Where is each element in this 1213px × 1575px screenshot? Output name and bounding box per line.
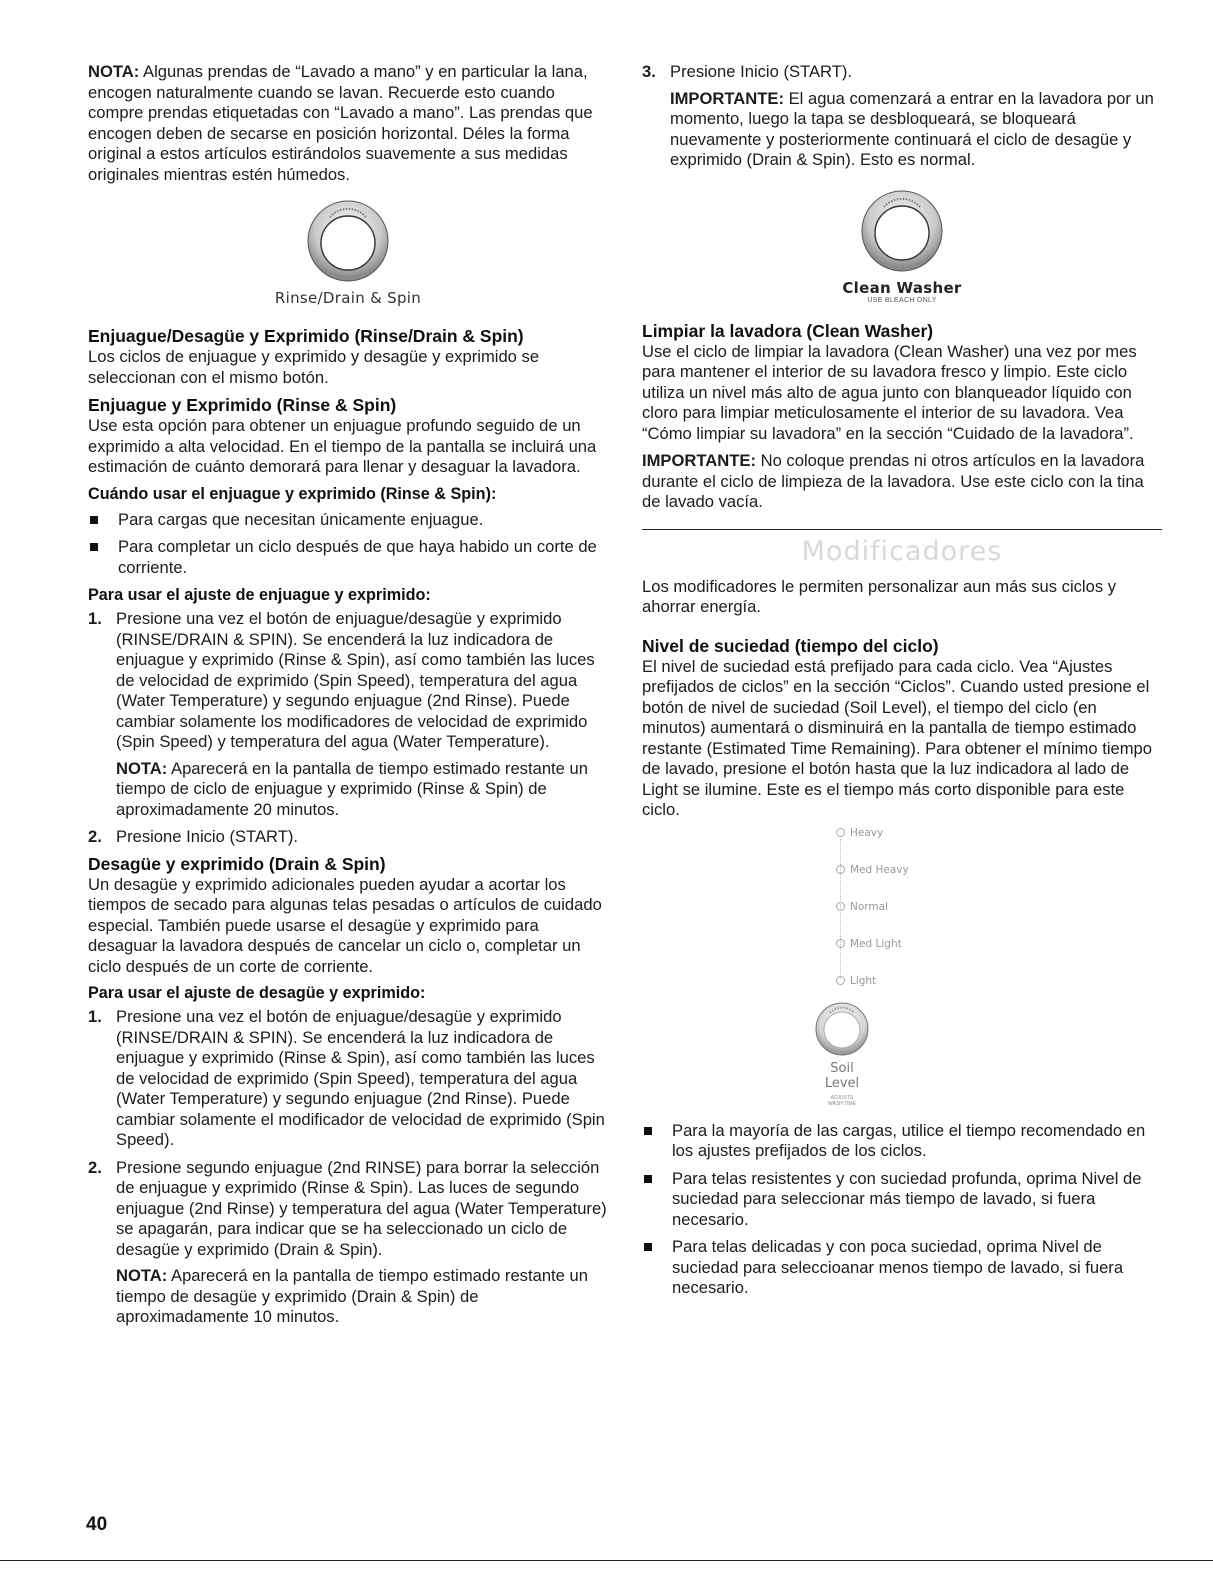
note-label: NOTA: [88,62,140,81]
step-number: 1. [88,1007,102,1026]
step-text: Presione una vez el botón de enjuague/desagüe y exprimido (RINSE/DRAIN & SPIN). Se encenderá la luz indicadora de enjuague y exprimido (Rinse & Spin), así como también las luces de velocidad de exprimido (Spin Speed), temperatura del agua (Water Temperature) y segundo enjuague (2nd Rinse). Puede cambiar solamente el modificador de velocidad de exprimido (Spin Speed). [116,1007,605,1149]
list-item [88,827,608,848]
level-label: Med Heavy [850,863,909,876]
dial-sublabel: USE BLEACH ONLY [867,296,937,304]
section-heading-rinse-spin: Enjuague y Exprimido (Rinse & Spin) [88,395,397,415]
level-label: Heavy [850,826,884,839]
dial-knob-icon [302,195,394,287]
intro-note [88,62,608,185]
important-text: No coloque prendas ni otros artículos en la lavadora durante el ciclo de limpieza de la lavadora. Use este ciclo con la tina de lavado vacía. [642,451,1145,511]
indicator-light-icon [836,976,845,985]
important-text: El agua comenzará a entrar en la lavadora por un momento, luego la tapa se desbloqueará, se bloqueará nuevamente y posteriormente continuará el ciclo de desagüe y exprimido (Drain & Spin). Esto es normal. [670,88,1154,169]
list-item [88,609,608,820]
list-item: Para completar un ciclo después de que haya habido un corte de corriente. [88,537,608,578]
important-note [670,89,1162,171]
intro-note-text: Algunas prendas de “Lavado a mano” y en particular la lana, encogen naturalmente cuando se lavan. Recuerde esto cuando compre prendas etiquetadas con “Lavado a mano”. Las prendas que encogen deben de secarse en posición horizontal. Déles la forma original a estos artículos estirándolos suavemente a sus medidas originales mientras estén húmedos. [88,62,593,184]
left-column [88,62,608,1328]
rinse-note [116,759,608,821]
dial-label: Rinse/Drain & Spin [274,289,422,307]
level-label: Light [850,974,877,987]
list-item: Para cargas que necesitan únicamente enjuague. [88,510,608,531]
rinse-steps [88,609,608,848]
knob-sublabel: WASH TIME [827,1100,857,1107]
modifiers-text: Los modificadores le permiten personalizar aun más sus ciclos y ahorrar energía. [642,576,1117,616]
step-number: 1. [88,609,102,628]
soil-level-button [812,999,872,1109]
drain-note [116,1266,608,1328]
knob-label: Level [824,1075,860,1091]
level-normal [836,901,888,913]
important-label: IMPORTANTE: [670,88,784,108]
section-text-drain-spin: Un desagüe y exprimido adicionales pueden ayudar a acortar los tiempos de secado para algunas telas pesadas o artículos de cuidado especial. También puede usarse el desagüe y exprimido para desaguar la lavadora después de cancelar un ciclo o, completar un ciclo después de un corte de corriente. [88,874,602,976]
soil-level-control [810,827,970,1117]
continued-steps [642,62,1162,171]
rinse-drain-spin-dial [88,195,608,307]
section-text-rinse-drain-spin: Los ciclos de enjuague y exprimido y desagüe y exprimido se seleccionan con el mismo botón. [88,347,540,387]
step-text: Presione Inicio (START). [116,827,298,846]
step-number: 3. [642,62,656,81]
drain-steps [88,1007,608,1328]
list-item: Para la mayoría de las cargas, utilice el tiempo recomendado en los ajustes prefijados de los ciclos. [642,1121,1162,1162]
step-text: Presione segundo enjuague (2nd RINSE) para borrar la selección de enjuague y exprimido (Rinse & Spin). Las luces de segundo enjuague (2nd Rinse) y temperatura del agua (Water Temperature) se apagarán, para indicar que se ha seleccionado un ciclo de desagüe y exprimido (Drain & Spin). [116,1157,607,1259]
indicator-light-icon [836,865,845,874]
step-text: Presione Inicio (START). [670,62,852,81]
section-text-clean-washer: Use el ciclo de limpiar la lavadora (Clean Washer) una vez por mes para mantener el interior de su lavadora fresco y limpio. Este ciclo utiliza un nivel más alto de agua junto con blanqueador líquido con cloro para limpiar meticulosamente el interior de su lavadora. Vea “Cómo limpiar su lavadora” en la sección “Cuidado de la lavadora”. [642,341,1137,443]
dial-knob-icon [856,185,948,277]
level-med-heavy [836,864,909,876]
dial-label: Clean Washer [842,278,962,297]
important-note [642,451,1162,513]
step-text: Presione una vez el botón de enjuague/desagüe y exprimido (RINSE/DRAIN & SPIN). Se encenderá la luz indicadora de enjuague y exprimido (Rinse & Spin), así como también las luces de velocidad de exprimido (Spin Speed), temperatura del agua (Water Temperature) y segundo enjuague (2nd Rinse). Puede cambiar solamente los modificadores de velocidad de exprimido (Spin Speed) y temperatura del agua (Water Temperature). [116,609,595,751]
note-text: Aparecerá en la pantalla de tiempo estimado restante un tiempo de ciclo de enjuague y exprimido (Rinse & Spin) de aproximadamente 20 minutos. [116,758,588,819]
level-med-light [836,938,902,950]
right-column [642,62,1162,1299]
step-number: 2. [88,827,102,846]
use-drain-heading: Para usar el ajuste de desagüe y exprimido: [88,984,426,1002]
modifiers-heading: Modificadores [801,535,1003,567]
list-item [88,1158,608,1328]
level-heavy [836,827,883,839]
section-text-rinse-spin: Use esta opción para obtener un enjuague profundo seguido de un exprimido a alta velocidad. En el tiempo de la pantalla se incluirá una estimación de cuánto demorará para llenar y desaguar la lavadora. [88,416,597,476]
knob-sublabel: ADJUSTS [830,1094,854,1101]
section-heading-soil-level: Nivel de suciedad (tiempo del ciclo) [642,635,939,656]
step-number: 2. [88,1157,102,1177]
section-heading-drain-spin: Desagüe y exprimido (Drain & Spin) [88,853,386,874]
bottom-rule [0,1560,1213,1561]
page-number: 40 [86,1514,108,1535]
indicator-light-icon [836,902,845,911]
knob-label: Soil [830,1060,854,1076]
level-label: Med Light [850,937,902,950]
clean-washer-dial [642,185,1162,304]
soil-knob-icon [812,999,872,1059]
when-to-use-heading: Cuándo usar el enjuague y exprimido (Rinse & Spin): [88,484,497,503]
level-light [836,975,876,987]
list-item [642,62,1162,171]
note-label: NOTA: [116,758,168,778]
use-rinse-heading: Para usar el ajuste de enjuague y exprimido: [88,586,431,604]
section-text-soil-level: El nivel de suciedad está prefijado para cada ciclo. Vea “Ajustes prefijados de ciclos” en la sección “Ciclos”. Cuando usted presione el botón de nivel de suciedad (Soil Level), el tiempo del ciclo (en minutos) aumentará o disminuirá en la pantalla de tiempo estimado restante (Estimated Time Remaining). Para obtener el mínimo tiempo de lavado, presione el botón hasta que la luz indicadora al lado de Light se ilumine. Este es el tiempo más corto disponible para este ciclo. [642,656,1153,819]
note-label: NOTA: [116,1266,168,1285]
indicator-light-icon [836,828,845,837]
when-to-use-list [88,510,608,579]
indicator-light-icon [836,939,845,948]
soil-level-tips [642,1121,1162,1299]
important-label: IMPORTANTE: [642,451,756,470]
list-item: Para telas resistentes y con suciedad profunda, oprima Nivel de suciedad para seleccionar más tiempo de lavado, si fuera necesario. [642,1169,1162,1231]
list-item [88,1007,608,1151]
section-heading-rinse-drain-spin: Enjuague/Desagüe y Exprimido (Rinse/Drain & Spin) [88,326,524,346]
section-heading-clean-washer: Limpiar la lavadora (Clean Washer) [642,320,934,341]
list-item: Para telas delicadas y con poca suciedad, oprima Nivel de suciedad para seleccioanar menos tiempo de lavado, si fuera necesario. [642,1237,1162,1299]
divider [642,529,1162,530]
level-label: Normal [850,900,888,913]
note-text: Aparecerá en la pantalla de tiempo estimado restante un tiempo de desagüe y exprimido (Drain & Spin) de aproximadamente 10 minutos. [116,1266,588,1326]
